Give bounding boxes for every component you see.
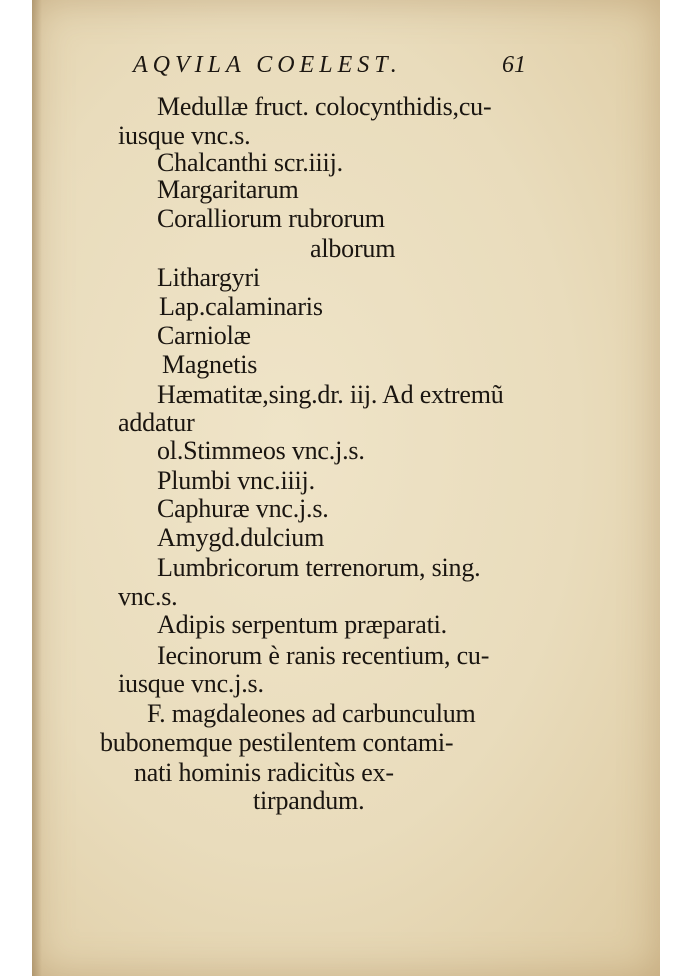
text-line: Lap.calaminaris <box>159 292 323 321</box>
page-gutter-shadow <box>32 0 42 976</box>
text-line: Iecinorum è ranis recentium, cu- <box>157 641 490 670</box>
text-line: Plumbi vnc.iiij. <box>157 466 315 495</box>
text-line: Magnetis <box>162 350 258 379</box>
text-line: ol.Stimmeos vnc.j.s. <box>157 436 365 465</box>
text-line: Amygd.dulcium <box>157 523 325 552</box>
text-line: F. magdaleones ad carbunculum <box>147 699 476 728</box>
text-line: Coralliorum rubrorum <box>157 204 385 233</box>
text-line: Carniolæ <box>157 321 251 350</box>
text-line: vnc.s. <box>118 582 178 611</box>
text-line: alborum <box>310 234 396 263</box>
text-line: bubonemque pestilentem contami- <box>100 728 454 757</box>
text-line: Lithargyri <box>157 263 260 292</box>
page-number: 61 <box>502 52 526 78</box>
running-head: AQVILA COELEST. <box>133 52 402 78</box>
page-header <box>0 52 690 84</box>
text-line: nati hominis radicitùs ex- <box>134 758 394 787</box>
text-line: Medullæ fruct. colocynthidis,cu- <box>157 92 492 121</box>
text-line: Adipis serpentum præparati. <box>157 610 447 639</box>
text-line: Lumbricorum terrenorum, sing. <box>157 553 481 582</box>
text-line: Margaritarum <box>157 175 299 204</box>
text-line: Chalcanthi scr.iiij. <box>157 148 343 177</box>
text-line: Hæmatitæ,sing.dr. iij. Ad extremũ <box>157 380 504 409</box>
text-line: addatur <box>118 408 195 437</box>
text-line: iusque vnc.j.s. <box>118 669 264 698</box>
text-line: tirpandum. <box>253 786 365 815</box>
text-line: Caphuræ vnc.j.s. <box>157 494 329 523</box>
text-line: iusque vnc.s. <box>118 121 251 150</box>
